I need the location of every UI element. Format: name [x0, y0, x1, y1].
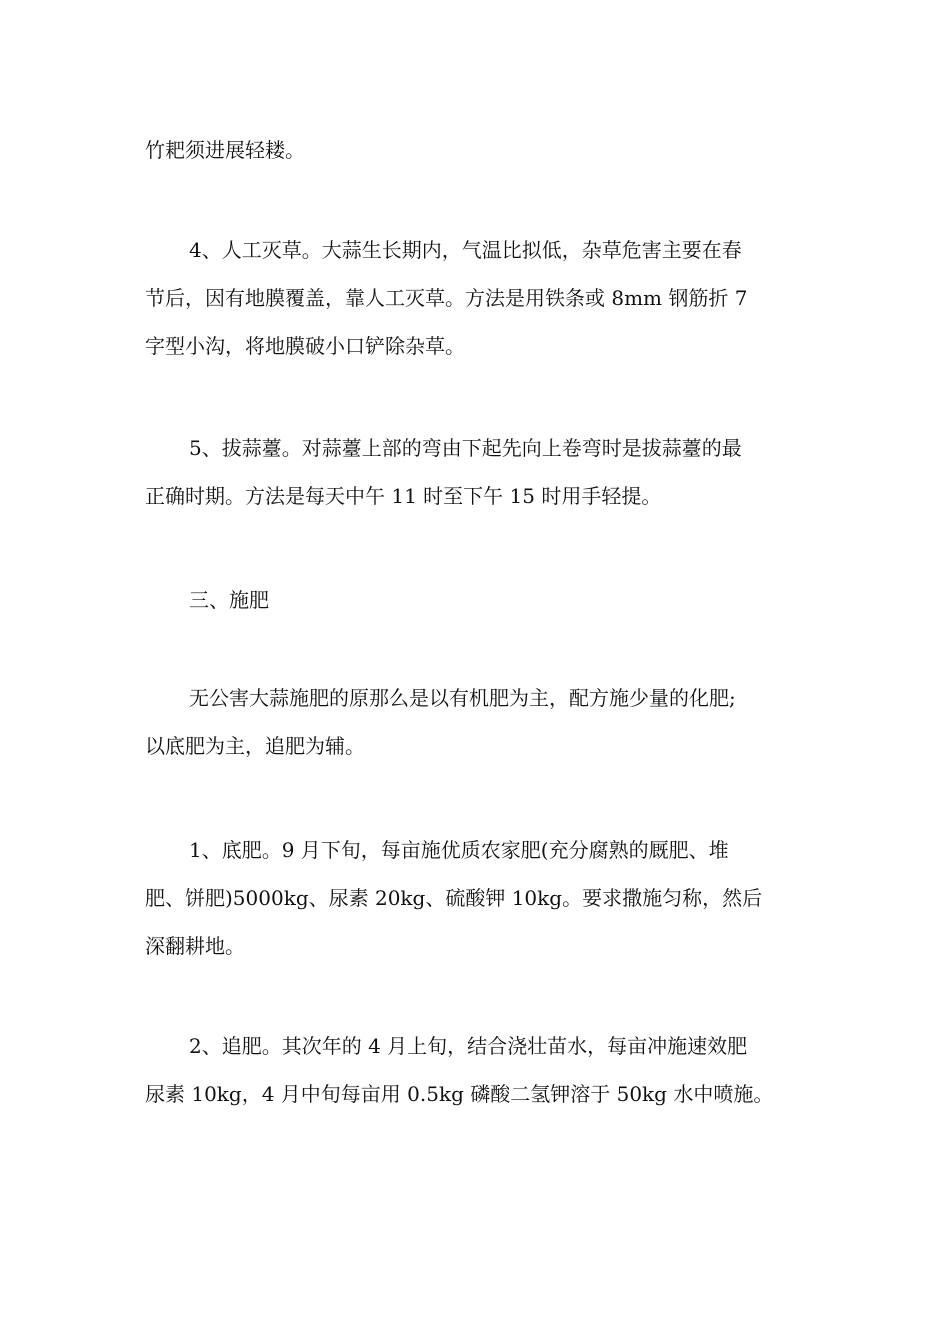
- text-line: 2、追肥。其次年的 4 月上旬，结合浇壮苗水，每亩冲施速效肥: [189, 1034, 748, 1058]
- text-line: 肥、饼肥)5000kg、尿素 20kg、硫酸钾 10kg。要求撒施匀称，然后: [145, 886, 763, 910]
- paragraph-continuation: [145, 126, 815, 174]
- text-line: 尿素 10kg，4 月中旬每亩用 0.5kg 磷酸二氢钾溶于 50kg 水中喷施。: [145, 1082, 774, 1106]
- paragraph-manual-weeding: [145, 226, 815, 370]
- paragraph-top-dressing: [145, 1022, 815, 1118]
- text-line: 5、拔蒜薹。对蒜薹上部的弯由下起先向上卷弯时是拔蒜薹的最: [189, 436, 742, 460]
- text-line: 无公害大蒜施肥的原那么是以有机肥为主，配方施少量的化肥;: [189, 686, 736, 710]
- text-line: 竹耙须进展轻耧。: [145, 138, 305, 162]
- paragraph-base-fertilizer: [145, 826, 815, 970]
- text-line: 1、底肥。9 月下旬，每亩施优质农家肥(充分腐熟的厩肥、堆: [189, 838, 729, 862]
- text-line: 字型小沟，将地膜破小口铲除杂草。: [145, 334, 465, 358]
- paragraph-pulling-garlic-scape: [145, 424, 815, 520]
- text-line: 4、人工灭草。大蒜生长期内，气温比拟低，杂草危害主要在春: [189, 238, 742, 262]
- text-line: 深翻耕地。: [145, 934, 245, 958]
- text-line: 正确时期。方法是每天中午 11 时至下午 15 时用手轻提。: [145, 484, 662, 508]
- section-heading-fertilization: [145, 576, 815, 624]
- text-line: 以底肥为主，追肥为辅。: [145, 734, 365, 758]
- text-line: 节后，因有地膜覆盖，靠人工灭草。方法是用铁条或 8mm 钢筋折 7: [145, 286, 748, 310]
- paragraph-fertilization-principle: [145, 674, 815, 770]
- section-heading: 三、施肥: [189, 588, 269, 612]
